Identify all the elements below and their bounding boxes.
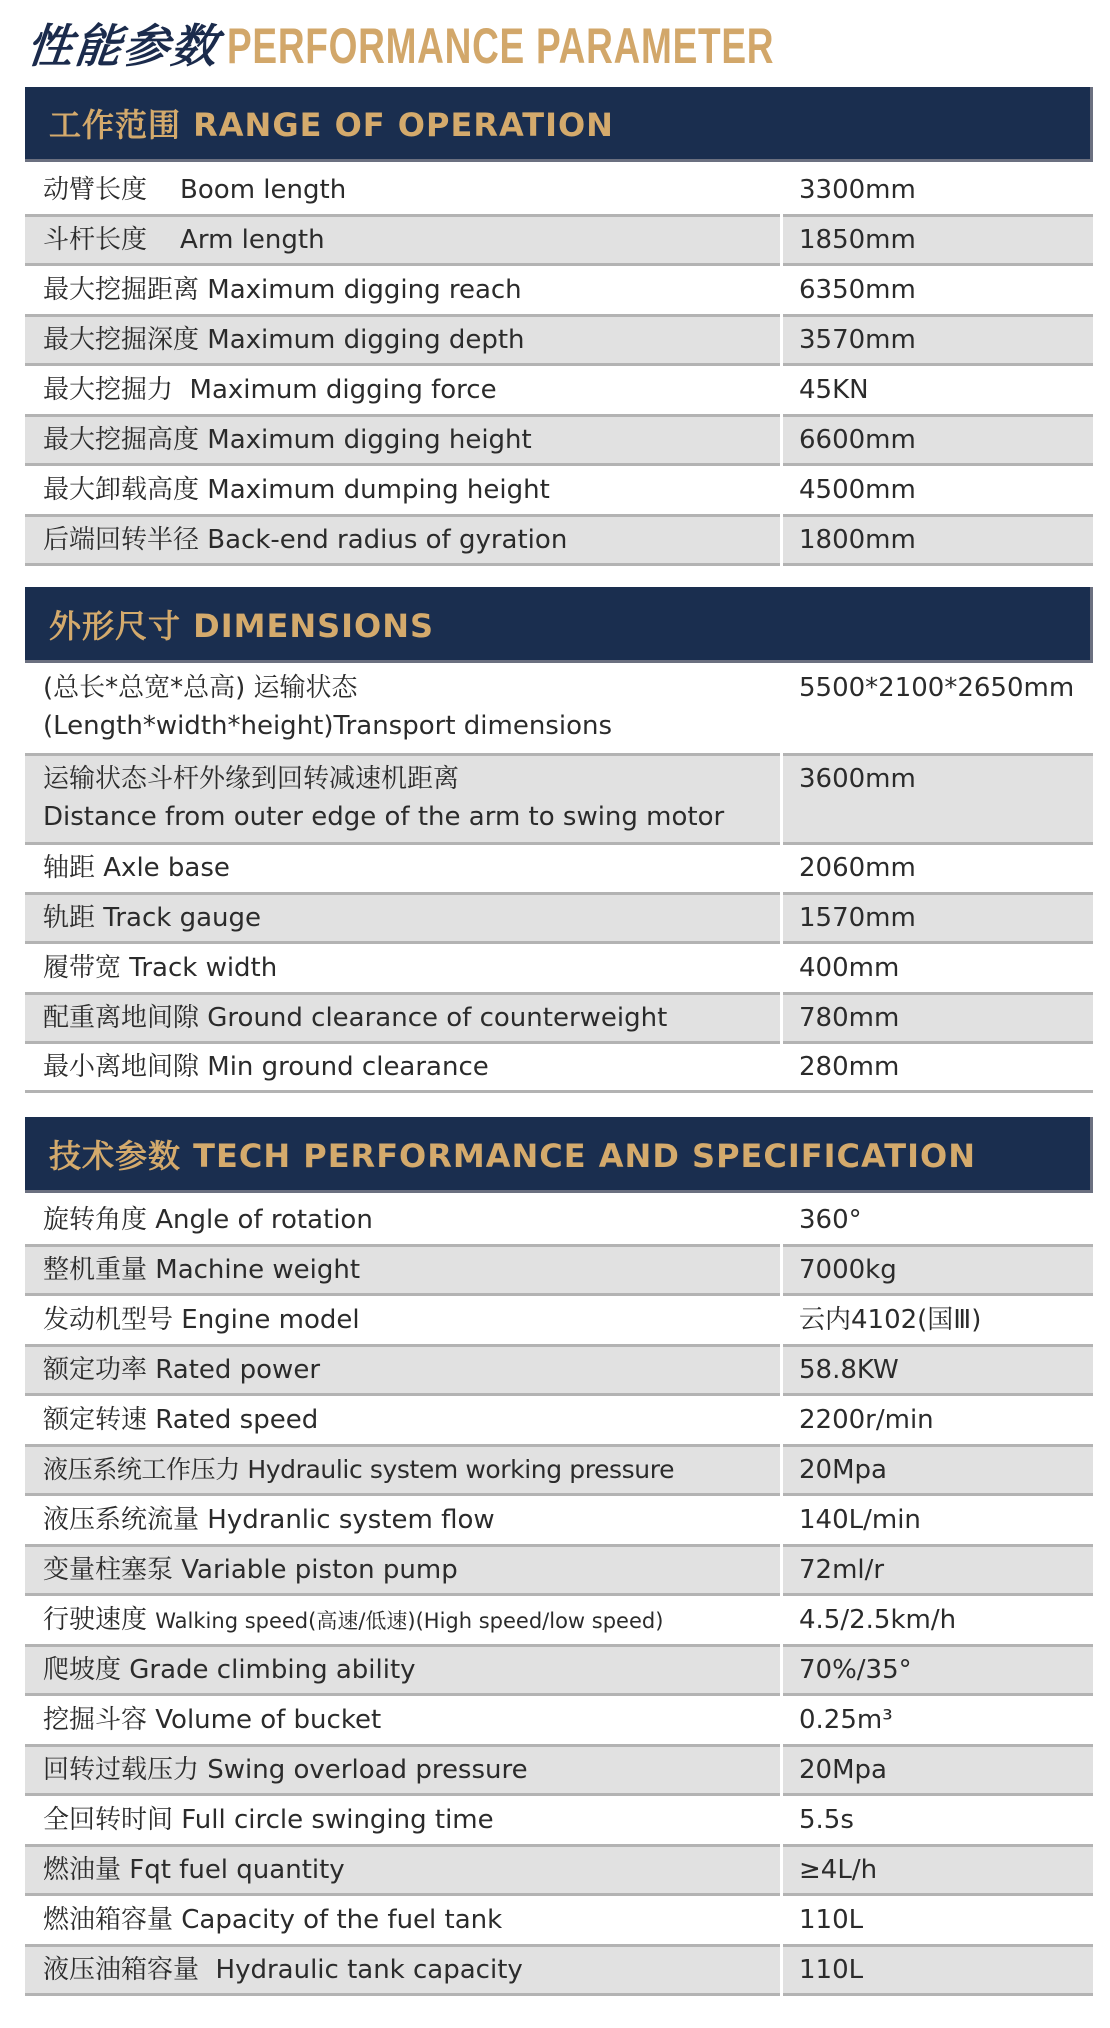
spec-label: 最大挖掘力 Maximum digging force [43,375,497,405]
table-row [25,753,1093,843]
spec-label: 液压系统工作压力 Hydraulic system working pressure [25,1444,780,1496]
table-row [25,365,1093,415]
spec-label: 回转过载压力 Swing overload pressure [25,1744,780,1796]
spec-value: 20Mpa [783,1444,1093,1496]
table-row [25,1495,1093,1545]
spec-value: 360° [799,1205,862,1235]
spec-label-cn: (总长*总宽*总高) 运输状态 [43,673,358,703]
table-row [25,1845,1093,1895]
page-title-cn: 性能参数 [24,19,222,73]
spec-value: 45KN [799,375,869,405]
table-row [25,1895,1093,1945]
spec-value: 2060mm [799,853,916,883]
spec-value: 70%/35° [783,1644,1093,1696]
spec-label: 整机重量 Machine weight [25,1244,780,1296]
spec-label: 最大挖掘深度 Maximum digging depth [25,314,780,366]
table-row [25,415,1093,465]
spec-label: 挖掘斗容 Volume of bucket [43,1705,382,1735]
spec-value: 6600mm [783,414,1093,466]
spec-label: 最大挖掘距离 Maximum digging reach [43,275,522,305]
spec-value: 3600mm [783,753,1093,845]
table-row [25,1345,1093,1395]
spec-value: 140L/min [799,1505,921,1535]
table-row [25,1445,1093,1495]
section-header-dimensions [25,587,1093,663]
spec-label: 动臂长度 Boom length [43,175,347,205]
table-row [25,515,1093,565]
spec-value: 7000kg [783,1244,1093,1296]
spec-value: 1800mm [783,514,1093,566]
spec-value: 110L [799,1905,864,1935]
spec-value: 1850mm [783,214,1093,266]
spec-label: 斗杆长度 Arm length [25,214,780,266]
table-row [25,265,1093,315]
table-row [25,465,1093,515]
spec-label-cn: 运输状态斗杆外缘到回转减速机距离 [43,764,460,794]
table-row [25,1745,1093,1795]
spec-value: 780mm [783,992,1093,1044]
spec-label: 液压油箱容量 Hydraulic tank capacity [25,1944,780,1996]
spec-value: 4.5/2.5km/h [799,1605,957,1635]
table-row [25,1695,1093,1745]
spec-value: 72ml/r [783,1544,1093,1596]
table-row [25,663,1093,753]
table-row [25,1795,1093,1845]
table-row [25,1595,1093,1645]
spec-label: 配重离地间隙 Ground clearance of counterweight [25,992,780,1044]
spec-value: 2200r/min [799,1405,934,1435]
spec-label: 最大挖掘高度 Maximum digging height [25,414,780,466]
spec-label: 最大卸载高度 Maximum dumping height [43,475,550,505]
spec-label: 履带宽 Track width [43,953,278,983]
table-row [25,893,1093,943]
spec-value: 0.25m³ [799,1705,893,1735]
spec-value: 6350mm [799,275,916,305]
table-row [25,943,1093,993]
page-title-en: PERFORMANCE PARAMETER [227,18,775,74]
table-row [25,1645,1093,1695]
spec-label-en: Distance from outer edge of the arm to swing motor [43,802,725,832]
section-header-tech-performance [25,1117,1093,1193]
spec-value: 5.5s [799,1805,854,1835]
spec-label: 变量柱塞泵 Variable piston pump [25,1544,780,1596]
section-title: 外形尺寸 DIMENSIONS [49,606,435,645]
spec-value: 云内4102(国Ⅲ) [799,1305,982,1335]
table-row [25,1395,1093,1445]
page-title [24,18,967,74]
table-row [25,843,1093,893]
section-title: 技术参数 TECH PERFORMANCE AND SPECIFICATION [49,1136,977,1175]
spec-label [25,1601,780,1640]
spec-value: 4500mm [799,475,916,505]
spec-label: 燃油量 Fqt fuel quantity [25,1844,780,1896]
spec-value: 3300mm [799,175,916,205]
table-row [25,1245,1093,1295]
table-row [25,993,1093,1043]
spec-label: 液压系统流量 Hydranlic system flow [43,1505,495,1535]
spec-value: 110L [783,1944,1093,1996]
spec-value: 1570mm [783,892,1093,944]
spec-label: 额定功率 Rated power [25,1344,780,1396]
spec-label-main: 行驶速度 [43,1604,156,1635]
spec-label [25,669,780,745]
spec-label [25,753,780,845]
spec-label: 全回转时间 Full circle swinging time [43,1805,494,1835]
spec-label: 额定转速 Rated speed [43,1405,319,1435]
spec-label: 最小离地间隙 Min ground clearance [43,1051,489,1082]
spec-label-en: (Length*width*height)Transport dimensions [43,711,613,741]
spec-value: ≥4L/h [783,1844,1093,1896]
spec-label: 轴距 Axle base [43,853,230,883]
table-row [25,315,1093,365]
spec-label: 爬坡度 Grade climbing ability [25,1644,780,1696]
spec-table-dimensions [25,663,1093,1093]
table-row [25,215,1093,265]
spec-table-tech-performance [25,1195,1093,1995]
spec-value: 3570mm [783,314,1093,366]
spec-value: 20Mpa [783,1744,1093,1796]
section-title: 工作范围 RANGE OF OPERATION [49,106,614,144]
table-row [25,1043,1093,1093]
table-row [25,165,1093,215]
table-row [25,1945,1093,1995]
spec-label-small: Walking speed(高速/低速)(High speed/low speed) [155,1608,664,1633]
section-header-range-of-operation [25,87,1093,162]
table-row [25,1195,1093,1245]
spec-label: 发动机型号 Engine model [43,1305,360,1335]
table-row [25,1295,1093,1345]
spec-label: 燃油箱容量 Capacity of the fuel tank [43,1905,503,1935]
spec-value: 58.8KW [783,1344,1093,1396]
spec-value: 280mm [799,1051,900,1082]
spec-label: 旋转角度 Angle of rotation [43,1205,373,1235]
table-row [25,1545,1093,1595]
spec-value: 400mm [799,953,900,983]
spec-label: 后端回转半径 Back-end radius of gyration [25,514,780,566]
spec-table-range-of-operation [25,165,1093,565]
spec-label: 轨距 Track gauge [25,892,780,944]
spec-value: 5500*2100*2650mm [799,673,1075,703]
